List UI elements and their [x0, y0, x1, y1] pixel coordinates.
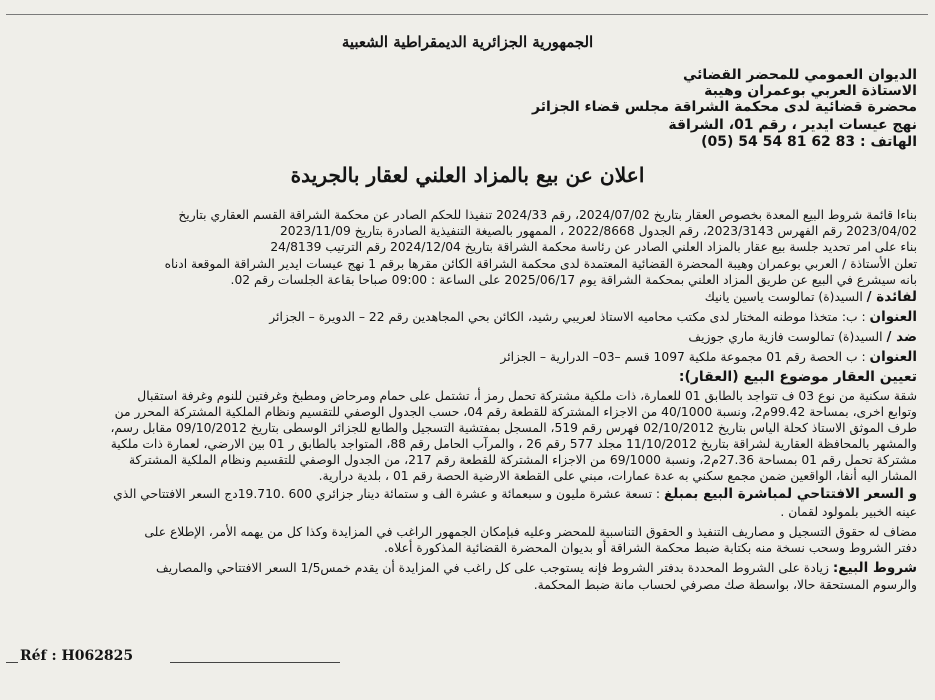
defendant-address-line	[500, 350, 917, 365]
property-line5: مشتركة تحمل رقم 01 بمساحة 27.36م2، ونسبة 69/1000 من الاجزاء المشتركة للقطعة رقم 217، من الجدول الوصفي للتقسيم ونظام الملكية المشتركة	[128, 453, 917, 467]
extra-line1: مضاف له حقوق التسجيل و مصاريف التنفيذ و الحقوق التناسبية للمحضر وعليه فبإمكان الجمهور الراغب في المزايدة وكذا كل من يهمه الأمر، الإطلاع على	[144, 525, 917, 539]
ref-left-dash	[6, 662, 18, 663]
terms-value: زيادة على الشروط المحددة بدفتر الشروط فإنه يستوجب على كل راغب في المزايدة أن يقدم خمس1/5 السعر الافتتاحي والمصاريف	[155, 561, 829, 575]
ref-underline	[170, 662, 340, 663]
price-value: : تسعة عشرة مليون و سبعمائة و عشرة الف و ستمائة دينار جزائري 600 .19.710دج السعر الافتتاحي الذي	[113, 487, 661, 501]
bailiff-title: محضرة قضائية لدى محكمة الشراقة مجلس قضاء الجزائر	[532, 99, 917, 115]
para1-line2: 2023/04/02 رقم الفهرس 2023/3143، رقم الجدول 2022/8668 ، الممهور بالصيغة التنفيذية الصادرة بتاريخ 2023/11/09	[279, 224, 917, 238]
republic-header: الجمهورية الجزائرية الديمقراطية الشعبية	[341, 33, 594, 51]
defendant-line	[688, 330, 917, 345]
reference-number: Réf : H062825	[20, 648, 134, 664]
price-line	[113, 487, 917, 502]
terms-line1	[156, 561, 917, 576]
terms-line2: والرسوم المستحقة حالا، بواسطة صك مصرفي لحساب مانة ضبط المحكمة.	[533, 578, 917, 592]
defendant-label: ضد /	[886, 329, 917, 345]
price-label: و السعر الافتتاحي لمباشرة البيع بمبلغ	[664, 486, 917, 502]
para1-line3: بناء على امر تحديد جلسة بيع عقار بالمزاد العلني الصادر عن رئاسة محكمة الشراقة بتاريخ 2024/12/04 رقم الترتيب 24/8139	[270, 240, 917, 254]
notice-title: اعلان عن بيع بالمزاد العلني لعقار بالجريدة	[290, 163, 645, 187]
office-address: نهج عيسات ايدير ، رقم 01، الشراقة	[668, 117, 917, 133]
property-line4: والمشهر بالمحافظة العقارية لشراقة بتاريخ 11/10/2012 مجلد 577 رقم 26 ، والمرآب الحامل رقم 88، المتواجد بالطابق ر 01 بين الارضي، لعمارة ذات ملكية	[110, 437, 917, 451]
property-section-heading: تعيين العقار موضوع البيع (العقار):	[678, 369, 917, 385]
defendant-address-value: : ب الحصة رقم 01 مجموعة ملكية 1097 قسم –03– الدرارية – الجزائر	[500, 350, 866, 364]
beneficiary-label: لفائدة /	[866, 289, 917, 305]
office-phone: الهاتف : 83 62 81 54 54 (05)	[701, 134, 917, 150]
extra-line2: دفتر الشروط وسحب نسخة منه بكتابة ضبط محكمة الشراقة أو بديوان المحضرة القضائية المذكورة أعلاه.	[383, 541, 917, 555]
property-line3: طرف الموثق الاستاذ كحلة الياس بتاريخ 02/10/2012 فهرس رقم 519، المسجل بمفتشية التسجيل والطابع للجزائر الوسطى بتاريخ 09/10/2012 مقابل رسم،	[110, 421, 917, 435]
bailiff-name: الاستاذة العربي بوعمران وهيبة	[704, 83, 917, 99]
defendant-address-label: العنوان	[869, 349, 917, 365]
para2-line2: بانه سيشرع في البيع عن طريق المزاد العلني بمحكمة الشراقة يوم 2025/06/17 على الساعة : 09:00 صباحا بقاعة الجلسات رقم 02.	[230, 273, 917, 287]
property-line2: وتوابع اخرى، بمساحة 99.42م2، ونسبة 40/1000 من الاجزاء المشتركة للقطعة رقم 04، حسب الجدول الوصفي للتقسيم ونظام الملكية المشتركة المحرر من	[114, 405, 917, 419]
beneficiary-address-line	[269, 310, 917, 325]
terms-label: شروط البيع:	[832, 560, 917, 576]
para1-line1: بناءا قائمة شروط البيع المعدة بخصوص العقار بتاريخ 2024/07/02، رقم 2024/33 تنفيذا للحكم الصادر عن محكمة الشراقة القسم العقاري بتاريخ	[178, 208, 917, 222]
beneficiary-value: السيد(ة) تمالوست ياسين يانيك	[704, 290, 863, 304]
top-border	[6, 14, 928, 15]
beneficiary-address-label: العنوان	[869, 309, 917, 325]
property-line1: شقة سكنية من نوع 03 ف تتواجد بالطابق 01 للعمارة، ذات ملكية مشتركة تحمل رمز أ، تشتمل على حمام ومرحاض ومطبخ وغرفتين للنوم وغرفة استقبال	[137, 389, 917, 403]
office-name: الديوان العمومي للمحضر القضائي	[682, 67, 917, 83]
beneficiary-address-value: : ب: متخذا موطنه المختار لدى مكتب محاميه الاستاذ لعريبي رشيد، الكائن بحي المجاهدين رقم 22 – الدويرة – الجزائر	[269, 310, 866, 324]
beneficiary-line	[705, 290, 917, 305]
para2-line1: تعلن الأستاذة / العربي بوعمران وهيبة المحضرة القضائية المعتمدة لدى محكمة الشراقة الكائن مقرها برقم 1 نهج عيسات ايدير الشراقة الموقعة ادناه	[164, 257, 917, 271]
defendant-value: السيد(ة) تمالوست فازية ماري جوزيف	[688, 330, 883, 344]
price-line2: عينه الخبير بلمولود لقمان .	[780, 505, 917, 519]
property-line6: المشار اليه أنفا، الواقعين ضمن مجمع سكني به عدة عمارات، مبني على القطعة الارضية الحصة رقم 01 ، بلدية درارية.	[318, 469, 917, 483]
